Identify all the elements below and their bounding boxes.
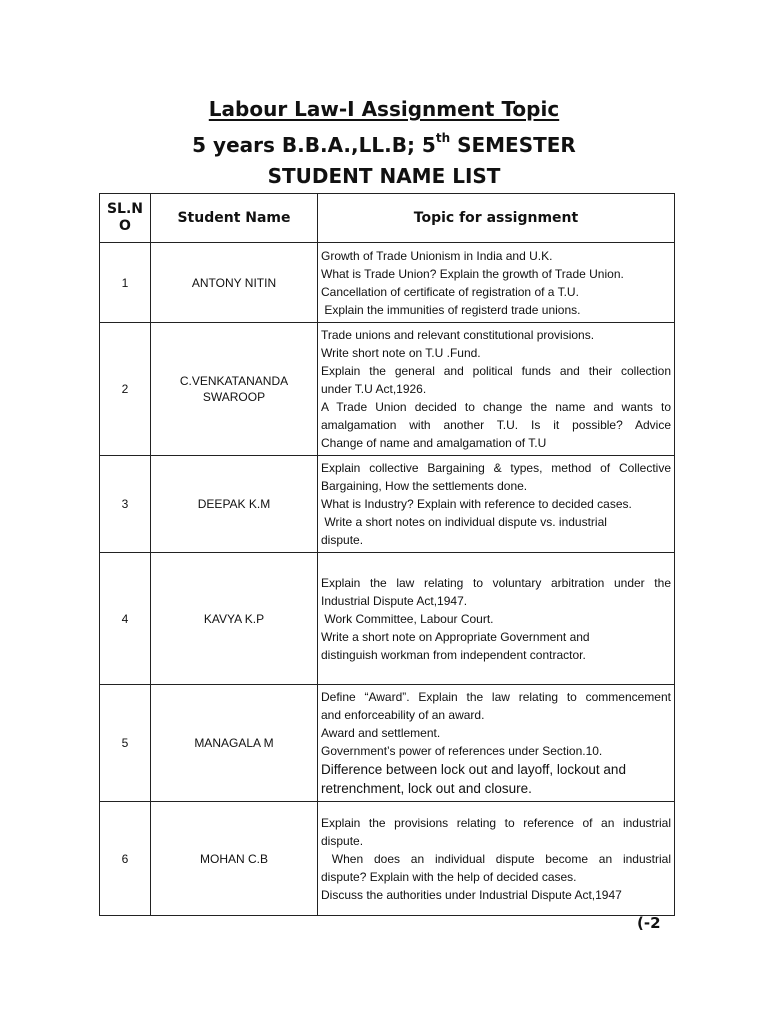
student-table [99, 193, 675, 916]
topic-line: Define “Award”. Explain the law relating to commencement [321, 690, 671, 704]
student-name [151, 456, 318, 553]
topic-line: retrenchment, lock out and closure. [321, 781, 532, 796]
row-number: 3 [100, 456, 151, 553]
student-name-line: DEEPAK K.M [197, 497, 271, 511]
topic-line: Explain the immunities of registerd trade unions. [321, 302, 581, 317]
course-line [0, 133, 768, 157]
topic-cell [318, 323, 675, 456]
student-name [151, 323, 318, 456]
student-name-line: MANAGALA M [194, 736, 274, 750]
header-slno [100, 194, 151, 243]
student-name-line: MOHAN C.B [199, 851, 268, 866]
topic-line: Government’s power of references under Section.10. [321, 744, 603, 758]
topic-line: under T.U Act,1926. [321, 382, 427, 396]
topic-line: Trade unions and relevant constitutional provisions. [321, 328, 595, 342]
page-marker: (-2 [637, 914, 661, 932]
row-number: 5 [100, 685, 151, 802]
topic-line: Write a short notes on individual dispute vs. industrial [321, 515, 607, 529]
topic-line: Explain the law relating to voluntary arbitration under the [321, 575, 671, 590]
course-tail: SEMESTER [450, 133, 576, 157]
topic-line: Industrial Dispute Act,1947. [321, 593, 468, 608]
list-title: STUDENT NAME LIST [267, 164, 501, 188]
student-name-line: C.VENKATANANDA [179, 374, 289, 388]
topic-cell [318, 243, 675, 323]
topic-line: Growth of Trade Unionism in India and U.K. [321, 248, 553, 263]
topic-cell [318, 802, 675, 916]
topic-line: A Trade Union decided to change the name and wants to [321, 400, 671, 414]
student-name [151, 243, 318, 323]
topic-line: Work Committee, Labour Court. [321, 611, 494, 626]
table-row [100, 802, 675, 916]
topic-line: Award and settlement. [321, 726, 441, 740]
topic-line: Write a short note on Appropriate Government and [321, 629, 590, 644]
topic-line: dispute? Explain with the help of decided cases. [321, 869, 577, 884]
student-name-line: ANTONY NITIN [191, 275, 277, 290]
topic-cell [318, 456, 675, 553]
topic-cell [318, 685, 675, 802]
header-slno-line2: O [119, 218, 131, 234]
student-name [151, 802, 318, 916]
topic-line: Bargaining, How the settlements done. [321, 479, 528, 493]
topic-line: Discuss the authorities under Industrial Dispute Act,1947 [321, 887, 622, 902]
row-number: 4 [100, 553, 151, 685]
table-header-row [100, 194, 675, 243]
topic-line: What is Industry? Explain with reference to decided cases. [321, 497, 632, 511]
table-row [100, 685, 675, 802]
topic-line: Explain the general and political funds and their collection [321, 364, 671, 378]
table-row [100, 553, 675, 685]
topic-line: Explain the provisions relating to reference of an industrial [321, 815, 671, 830]
topic-line: Write short note on T.U .Fund. [321, 346, 481, 360]
table-row [100, 243, 675, 323]
document-title: Labour Law-I Assignment Topic [208, 97, 560, 121]
table-row [100, 323, 675, 456]
topic-line: Cancellation of certificate of registration of a T.U. [321, 284, 579, 299]
course-main: 5 years B.B.A.,LL.B; 5 [192, 133, 436, 157]
student-name [151, 685, 318, 802]
topic-line: dispute. [321, 833, 364, 848]
course-superscript: th [435, 131, 451, 146]
topic-line: Change of name and amalgamation of T.U [321, 436, 547, 450]
student-name [151, 553, 318, 685]
topic-line: What is Trade Union? Explain the growth of Trade Union. [321, 266, 624, 281]
topic-line: dispute. [321, 533, 364, 547]
row-number: 1 [100, 243, 151, 323]
row-number: 2 [100, 323, 151, 456]
header-topic: Topic for assignment [318, 194, 675, 243]
student-name-line: SWAROOP [202, 390, 266, 404]
header-slno-line1: SL.N [106, 201, 144, 217]
topic-line: distinguish workman from independent contractor. [321, 647, 586, 662]
header-student-name: Student Name [151, 194, 318, 243]
row-number: 6 [100, 802, 151, 916]
topic-line: amalgamation with another T.U. Is it possible? Advice [321, 418, 671, 432]
topic-line: Difference between lock out and layoff, lockout and [321, 762, 626, 777]
topic-line: Explain collective Bargaining & types, method of Collective [321, 461, 671, 475]
topic-cell [318, 553, 675, 685]
student-name-line: KAVYA K.P [203, 611, 265, 626]
topic-line: When does an individual dispute become an industrial [321, 851, 671, 866]
topic-line: and enforceability of an award. [321, 708, 485, 722]
table-row [100, 456, 675, 553]
